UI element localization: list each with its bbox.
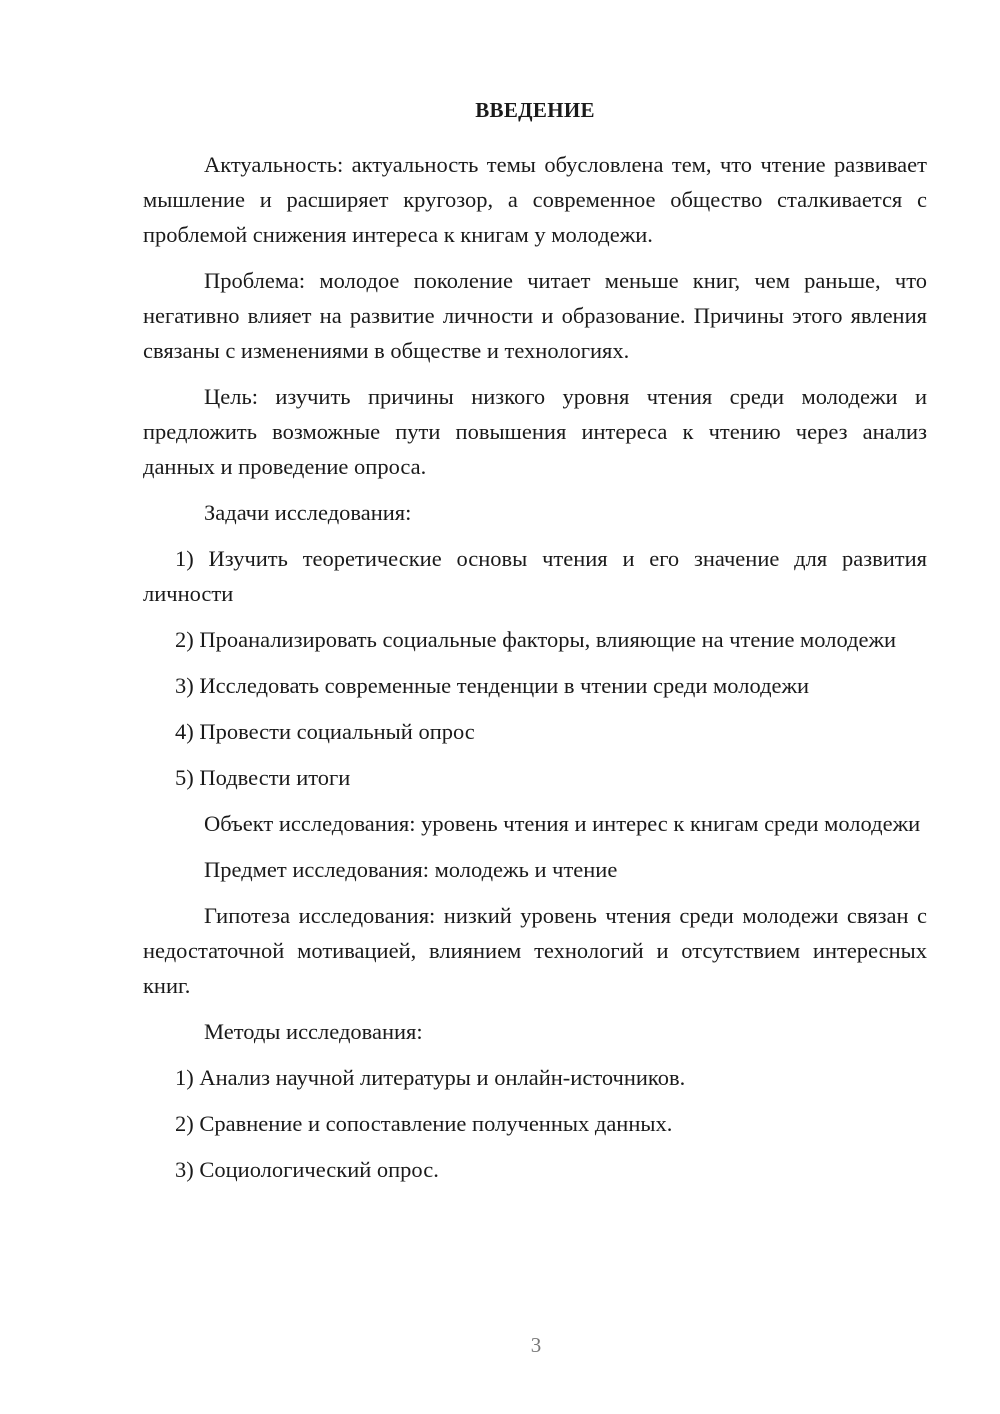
document-page (143, 93, 927, 1198)
relevance-paragraph: Актуальность: актуальность темы обусловлена тем, что чтение развивает мышление и расширяет кругозор, а современное общество сталкивается с проблемой снижения интереса к книгам у молодежи. (143, 152, 927, 247)
task-item: 2) Проанализировать социальные факторы, влияющие на чтение молодежи (175, 627, 897, 652)
goal-paragraph: Цель: изучить причины низкого уровня чтения среди молодежи и предложить возможные пути повышения интереса к чтению через анализ данных и проведение опроса. (143, 384, 927, 479)
page-title: ВВЕДЕНИЕ (475, 98, 595, 122)
method-item: 3) Социологический опрос. (175, 1157, 439, 1182)
method-item: 1) Анализ научной литературы и онлайн-источников. (175, 1065, 686, 1090)
task-item: 1) Изучить теоретические основы чтения и его значение для развития личности (143, 546, 927, 606)
task-item: 4) Провести социальный опрос (175, 719, 475, 744)
task-item: 5) Подвести итоги (175, 765, 351, 790)
method-item: 2) Сравнение и сопоставление полученных данных. (175, 1111, 673, 1136)
page-number: 3 (530, 1333, 542, 1357)
tasks-list (143, 541, 927, 795)
tasks-heading: Задачи исследования: (204, 500, 412, 525)
task-item: 3) Исследовать современные тенденции в чтении среди молодежи (175, 673, 810, 698)
object-paragraph: Объект исследования: уровень чтения и интерес к книгам среди молодежи (204, 811, 921, 836)
subject-paragraph: Предмет исследования: молодежь и чтение (204, 857, 618, 882)
problem-paragraph: Проблема: молодое поколение читает меньше книг, чем раньше, что негативно влияет на развитие личности и образование. Причины этого явления связаны с изменениями в обществе и технологиях. (143, 268, 927, 363)
hypothesis-paragraph: Гипотеза исследования: низкий уровень чтения среди молодежи связан с недостаточной мотивацией, влиянием технологий и отсутствием интересных книг. (143, 903, 927, 998)
methods-heading: Методы исследования: (204, 1019, 423, 1044)
methods-list (143, 1060, 927, 1187)
